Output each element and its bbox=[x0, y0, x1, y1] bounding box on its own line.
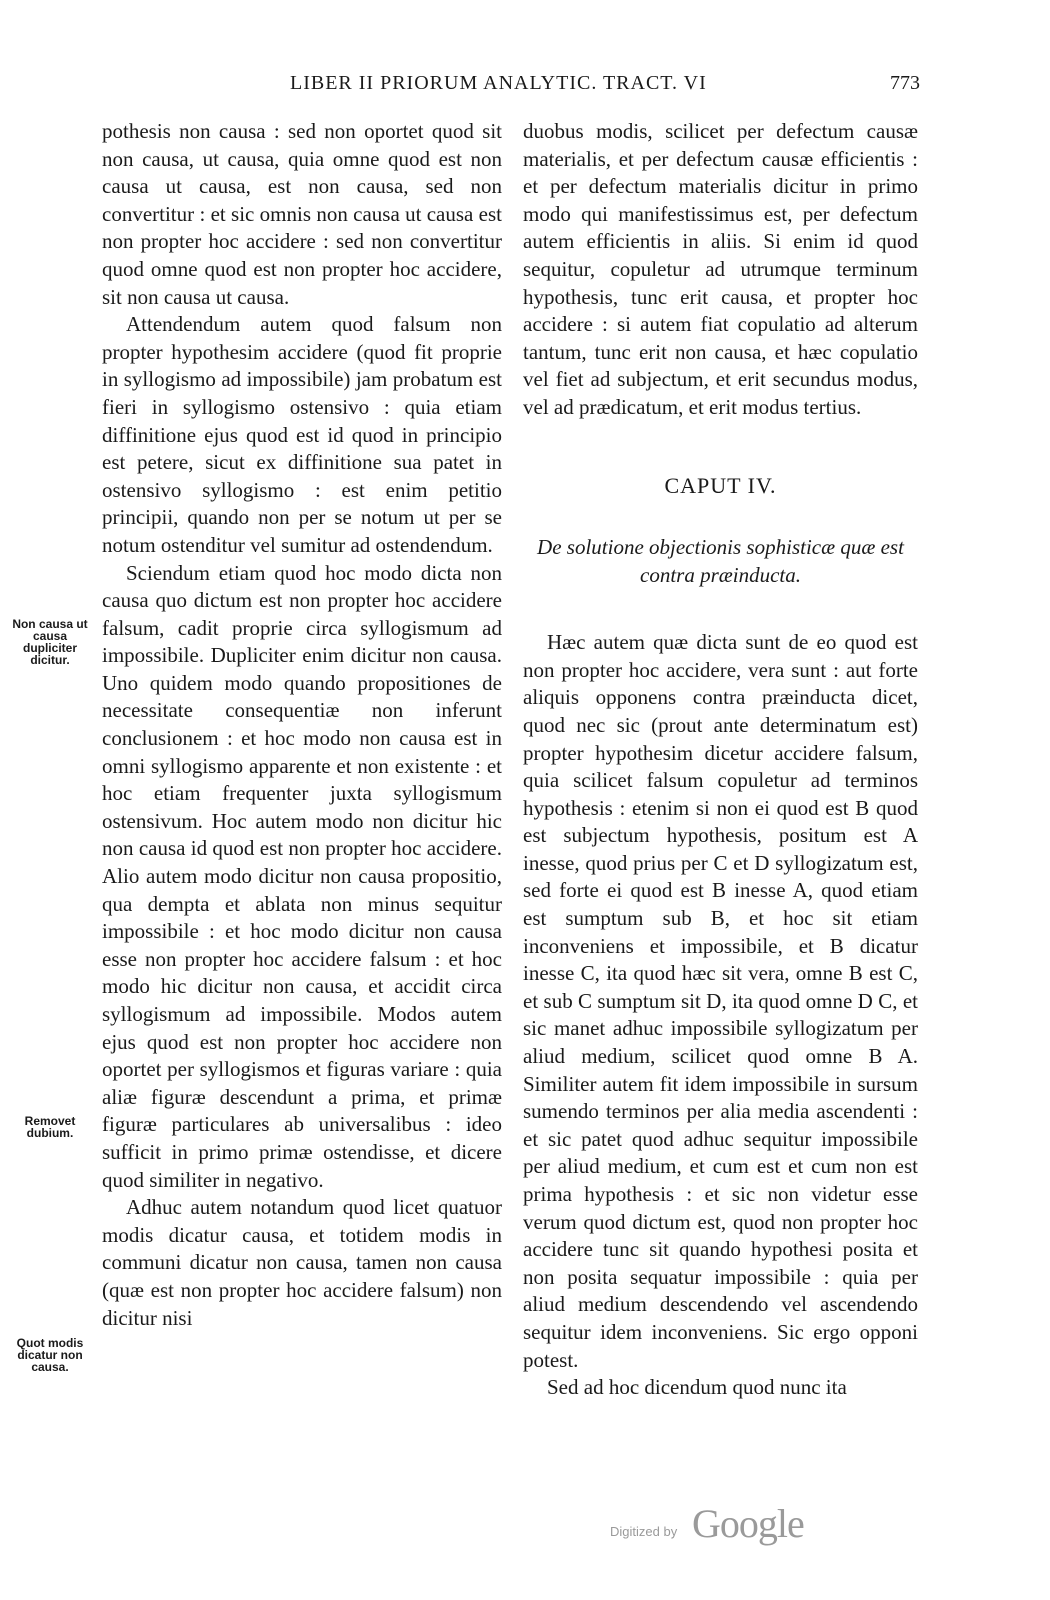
header-title: LIBER II PRIORUM ANALYTIC. TRACT. VI bbox=[290, 72, 707, 94]
chapter-title: CAPUT IV. bbox=[664, 472, 777, 498]
margin-note-removet: Removet dubium. bbox=[24, 1114, 76, 1140]
margin-note-quot-modis: Quot modis dicatur non causa. bbox=[16, 1336, 84, 1374]
google-watermark bbox=[610, 1500, 840, 1550]
chapter-subtitle: De solutione objectionis sophisticæ quæ est contra præinducta. bbox=[537, 535, 904, 588]
left-column bbox=[102, 118, 502, 1332]
paragraph: duobus modis, scilicet per defectum causæ materialis, et per defectum causæ efficientis : et per defectum materialis dicitur in primo modo qui manifestissimus est, per defectum autem efficientis in aliis. Si enim id quod sequitur, copuletur ad utrumque terminum hypothesis, tunc erit causa, et propter hoc accidere : si autem fiat copulatio ad alterum tantum, tunc erit non causa, et hæc copulatio vel fiet ad subjectum, et erit secundus modus, vel ad prædicatum, et erit modus tertius. bbox=[523, 119, 918, 419]
paragraph: Sed ad hoc dicendum quod nunc ita bbox=[547, 1375, 847, 1400]
paragraph: Sciendum etiam quod hoc modo dicta non causa quo dictum est non propter hoc accidere falsum, cadit proprie circa syllogismum ad impossibile. Dupliciter enim dicitur non causa. Uno quidem modo quando propositiones de necessitate consequentiæ non inferunt conclusionem : et hoc modo non causa est in omni syllogismo apparente et non existente : et hoc etiam frequenter juxta syllogismum ostensivum. Hoc autem modo non dicitur hic non causa id quod est non propter hoc accidere. Alio autem modo dicitur non causa propositio, qua dempta et ablata non minus sequitur impossibile : et hoc modo dicitur non causa esse non propter hoc accidere falsum : et hoc modo hic dicitur non causa, et accidit circa syllogismum ad impossibile. Modos autem ejus quod est non propter hoc accidere non oportet per syllogismos et figuras variare : quia aliæ figuræ descendunt a prima, et primæ figuræ particulares ab universalibus : ideo sufficit in primo primæ ostendisse, et dicere quod similiter in negativo. bbox=[102, 560, 502, 1192]
google-logo: Google bbox=[692, 1501, 804, 1546]
paragraph: Attendendum autem quod falsum non propter hypothesim accidere (quod fit proprie in syllogismo ad impossibile) jam probatum est fieri in syllogismo ostensivo : quia etiam diffinitione ejus quod est id quod in principio est petere, sicut ex diffinitione sua patet in ostensivo syllogismo : est enim petitio principii, quando non per se notum ut per se notum ostenditur vel sumitur ad ostendendum. bbox=[102, 312, 502, 557]
paragraph: Hæc autem quæ dicta sunt de eo quod est non propter hoc accidere, vera sunt : aut forte aliquis opponens contra præinducta dicet, quod nec sic (prout ante determinatum est) propter hypothesim dicetur accidere falsum, quia scilicet falsum copuletur ad terminos hypothesis : etenim si non ei quod est B quod est subjectum hypothesis, positum est A inesse, quod prius per C et D syllogizatum est, sed forte ei quod est B inesse A, quod etiam est sumptum sub B, et hoc sit etiam inconveniens et impossibile, et B dicatur inesse C, ita quod hæc sit vera, omne B est C, et sub C sumptum sit D, ita quod omne D C, et sic manet adhuc impossibile syllogizatum per aliud medium, scilicet quod omne B A. Similiter autem fit idem impossibile in sursum sumendo terminos per alia media ascendenti : et sic patet quod adhuc sequitur impossibile per aliud medium, et cum est et cum non est prima hypothesis : et sic non videtur esse verum quod dictum est, quod non propter hoc accidere tunc sit quando hypothesi posita et non posita sequatur impossibile : quia per aliud medium descendendo vel ascendendo sequitur idem inconveniens. Sic ergo opponi potest. bbox=[523, 630, 918, 1372]
page-number: 773 bbox=[890, 72, 920, 94]
paragraph: pothesis non causa : sed non oportet quod sit non causa, ut causa, quia omne quod est non causa ut causa, est non causa, sed non convertitur : et sic omnis non causa ut causa est non propter hoc accidere : sed non convertitur quod omne quod est non propter hoc accidere, sit non causa ut causa. bbox=[102, 119, 502, 309]
watermark-prefix: Digitized by bbox=[610, 1524, 678, 1539]
right-column bbox=[523, 118, 918, 1402]
paragraph: Adhuc autem notandum quod licet quatuor modis dicatur causa, et totidem modis in communi dicatur non causa, tamen non causa (quæ est non propter hoc accidere falsum) non dicitur nisi bbox=[102, 1195, 502, 1330]
margin-note-non-causa: Non causa ut causa dupliciter dicitur. bbox=[12, 617, 88, 667]
running-header bbox=[0, 72, 1050, 102]
